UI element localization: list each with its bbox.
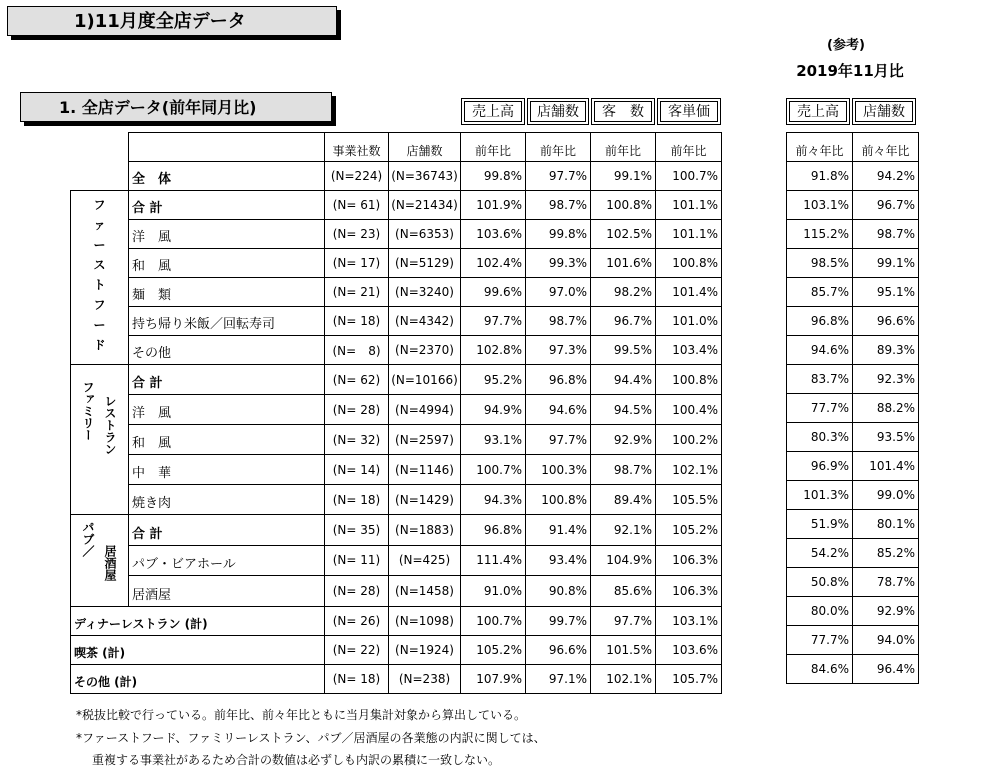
col-yoy: 前年比 (591, 133, 656, 162)
ref-stores-cell: 94.0% (853, 626, 919, 655)
group-family-text-2: レストラン (102, 395, 117, 455)
row-label: 合 計 (129, 515, 325, 546)
ref-sales-cell: 94.6% (787, 336, 853, 365)
sales-cell: 107.9% (461, 665, 526, 694)
unit-price-cell: 101.4% (656, 278, 722, 307)
group-fast-food: フ ァ ー ス ト フ ー ド (71, 191, 129, 365)
companies-cell: (N= 35) (325, 515, 389, 546)
stores-cell: (N=1924) (389, 636, 461, 665)
ref-sales-cell: 77.7% (787, 626, 853, 655)
stores-cell: (N=2370) (389, 336, 461, 365)
companies-cell: (N= 23) (325, 220, 389, 249)
ref-stores-cell: 96.7% (853, 191, 919, 220)
stores-cell: (N=1429) (389, 485, 461, 515)
sales-cell: 94.3% (461, 485, 526, 515)
companies-cell: (N= 28) (325, 576, 389, 607)
unit-price-cell: 100.7% (656, 162, 722, 191)
row-label: 合 計 (129, 365, 325, 395)
ref-sales-cell: 103.1% (787, 191, 853, 220)
stores-cell: (N=4342) (389, 307, 461, 336)
store-count-cell: 93.4% (526, 545, 591, 576)
unit-price-cell: 101.0% (656, 307, 722, 336)
ref-stores-cell: 95.1% (853, 278, 919, 307)
ref-stores-cell: 99.1% (853, 249, 919, 278)
ref-row (787, 452, 919, 481)
unit-price-cell: 105.2% (656, 515, 722, 546)
customers-cell: 104.9% (591, 545, 656, 576)
ref-row (787, 307, 919, 336)
ref-row (787, 423, 919, 452)
customers-cell: 101.6% (591, 249, 656, 278)
unit-price-cell: 106.3% (656, 576, 722, 607)
ref-row (787, 278, 919, 307)
ref-row (787, 394, 919, 423)
group-pub-text-2: 居酒屋 (102, 545, 117, 581)
sales-cell: 102.4% (461, 249, 526, 278)
customers-cell: 101.5% (591, 636, 656, 665)
unit-price-cell: 101.1% (656, 220, 722, 249)
row-label: 和 風 (129, 249, 325, 278)
sales-cell: 100.7% (461, 455, 526, 485)
stores-cell: (N=1146) (389, 455, 461, 485)
store-count-cell: 90.8% (526, 576, 591, 607)
stores-cell: (N=1458) (389, 576, 461, 607)
row-label: ディナーレストラン (計) (71, 607, 325, 636)
table-row (71, 249, 722, 278)
customers-cell: 85.6% (591, 576, 656, 607)
table-row (71, 307, 722, 336)
stores-cell: (N=2597) (389, 425, 461, 455)
ref-sales-cell: 54.2% (787, 539, 853, 568)
group-family-restaurant-label (72, 365, 128, 510)
customers-cell: 98.7% (591, 455, 656, 485)
table-row (71, 665, 722, 694)
table-row (71, 191, 722, 220)
table-row (71, 395, 722, 425)
unit-price-cell: 100.2% (656, 425, 722, 455)
group-family-restaurant (71, 365, 129, 515)
footnote-3: 重複する事業社があるため合計の数値は必ずしも内訳の累積に一致しない。 (92, 753, 501, 767)
companies-cell: (N= 8) (325, 336, 389, 365)
ref-row (787, 336, 919, 365)
sales-cell: 105.2% (461, 636, 526, 665)
ref-sales-cell: 80.0% (787, 597, 853, 626)
ref-row (787, 597, 919, 626)
table-row (71, 607, 722, 636)
store-count-cell: 96.6% (526, 636, 591, 665)
ref-sales-cell: 115.2% (787, 220, 853, 249)
ref-row (787, 162, 919, 191)
sales-cell: 100.7% (461, 607, 526, 636)
store-count-cell: 97.7% (526, 425, 591, 455)
col-yoy: 前年比 (526, 133, 591, 162)
ref-sales-cell: 96.8% (787, 307, 853, 336)
companies-cell: (N= 18) (325, 485, 389, 515)
companies-cell: (N= 32) (325, 425, 389, 455)
companies-cell: (N= 26) (325, 607, 389, 636)
ref-stores-cell: 92.3% (853, 365, 919, 394)
col-companies: 事業社数 (325, 133, 389, 162)
ref-sales-cell: 84.6% (787, 655, 853, 684)
reference-title: (参考) (827, 38, 865, 53)
table-row (71, 425, 722, 455)
group-pub (71, 515, 129, 607)
ref-row (787, 626, 919, 655)
sales-cell: 99.8% (461, 162, 526, 191)
table-row (71, 278, 722, 307)
stores-cell: (N=5129) (389, 249, 461, 278)
table-row (71, 336, 722, 365)
stores-cell: (N=238) (389, 665, 461, 694)
unit-price-cell: 105.7% (656, 665, 722, 694)
customers-cell: 89.4% (591, 485, 656, 515)
group-family-text-1: ファミリー (80, 381, 95, 441)
ref-row (787, 568, 919, 597)
customers-cell: 102.5% (591, 220, 656, 249)
store-count-cell: 99.3% (526, 249, 591, 278)
unit-price-cell: 103.1% (656, 607, 722, 636)
sales-cell: 103.6% (461, 220, 526, 249)
companies-cell: (N= 62) (325, 365, 389, 395)
companies-cell: (N=224) (325, 162, 389, 191)
ref-sales-cell: 85.7% (787, 278, 853, 307)
row-label: パブ・ビアホール (129, 545, 325, 576)
ref-sales-cell: 51.9% (787, 510, 853, 539)
customers-cell: 94.4% (591, 365, 656, 395)
store-count-cell: 100.3% (526, 455, 591, 485)
customers-cell: 92.9% (591, 425, 656, 455)
sales-cell: 101.9% (461, 191, 526, 220)
ref-stores-cell: 88.2% (853, 394, 919, 423)
customers-cell: 98.2% (591, 278, 656, 307)
table-row (71, 515, 722, 546)
companies-cell: (N= 22) (325, 636, 389, 665)
ref-sales-cell: 77.7% (787, 394, 853, 423)
ref-stores-cell: 80.1% (853, 510, 919, 539)
ref-stores-cell: 93.5% (853, 423, 919, 452)
col-yoy: 前年比 (461, 133, 526, 162)
unit-price-cell: 103.6% (656, 636, 722, 665)
unit-price-cell: 100.8% (656, 365, 722, 395)
store-count-cell: 97.7% (526, 162, 591, 191)
companies-cell: (N= 11) (325, 545, 389, 576)
row-label: 喫茶 (計) (71, 636, 325, 665)
ref-sales-cell: 98.5% (787, 249, 853, 278)
unit-price-cell: 100.8% (656, 249, 722, 278)
ref-sales-cell: 80.3% (787, 423, 853, 452)
companies-cell: (N= 18) (325, 307, 389, 336)
section-title: 1. 全店データ(前年同月比) (20, 92, 332, 122)
customers-cell: 99.5% (591, 336, 656, 365)
ref-sales-cell: 96.9% (787, 452, 853, 481)
row-label: 洋 風 (129, 395, 325, 425)
store-count-cell: 99.8% (526, 220, 591, 249)
ref-row (787, 220, 919, 249)
sales-cell: 96.8% (461, 515, 526, 546)
row-label: 居酒屋 (129, 576, 325, 607)
table-row (71, 365, 722, 395)
stores-cell: (N=1883) (389, 515, 461, 546)
store-count-cell: 100.8% (526, 485, 591, 515)
row-label: 合 計 (129, 191, 325, 220)
sales-cell: 99.6% (461, 278, 526, 307)
ref-row (787, 249, 919, 278)
unit-price-cell: 103.4% (656, 336, 722, 365)
sales-cell: 91.0% (461, 576, 526, 607)
customers-cell: 99.1% (591, 162, 656, 191)
store-count-cell: 97.3% (526, 336, 591, 365)
col-stores: 店舗数 (389, 133, 461, 162)
page-title: 1)11月度全店データ (7, 6, 337, 36)
ref-stores-cell: 89.3% (853, 336, 919, 365)
row-label: 中 華 (129, 455, 325, 485)
store-count-cell: 97.1% (526, 665, 591, 694)
col-yoy: 前年比 (656, 133, 722, 162)
unit-price-cell: 101.1% (656, 191, 722, 220)
table-row (71, 485, 722, 515)
header-stores: 店舗数 (527, 98, 589, 125)
ref-row (787, 365, 919, 394)
footnote-1: *税抜比較で行っている。前年比、前々年比ともに当月集計対象から算出している。 (76, 708, 527, 722)
customers-cell: 96.7% (591, 307, 656, 336)
footnote-2: *ファーストフード、ファミリーレストラン、パブ／居酒屋の各業態の内訳に関しては、 (76, 731, 546, 745)
stores-cell: (N=3240) (389, 278, 461, 307)
store-count-cell: 97.0% (526, 278, 591, 307)
row-label: 焼き肉 (129, 485, 325, 515)
reference-table (786, 132, 919, 684)
store-count-cell: 98.7% (526, 307, 591, 336)
ref-row (787, 481, 919, 510)
store-count-cell: 94.6% (526, 395, 591, 425)
store-count-cell: 91.4% (526, 515, 591, 546)
ref-stores-cell: 78.7% (853, 568, 919, 597)
header-sales: 売上高 (461, 98, 525, 125)
customers-cell: 92.1% (591, 515, 656, 546)
ref-col-stores: 前々年比 (853, 133, 919, 162)
companies-cell: (N= 17) (325, 249, 389, 278)
ref-stores-cell: 94.2% (853, 162, 919, 191)
row-label: その他 (129, 336, 325, 365)
sales-cell: 94.9% (461, 395, 526, 425)
ref-stores-cell: 99.0% (853, 481, 919, 510)
stores-cell: (N=1098) (389, 607, 461, 636)
store-count-cell: 99.7% (526, 607, 591, 636)
ref-sales-cell: 101.3% (787, 481, 853, 510)
unit-price-cell: 102.1% (656, 455, 722, 485)
companies-cell: (N= 28) (325, 395, 389, 425)
ref-header-stores: 店舗数 (852, 98, 916, 125)
row-label: 洋 風 (129, 220, 325, 249)
row-label: その他 (計) (71, 665, 325, 694)
stores-cell: (N=36743) (389, 162, 461, 191)
sales-cell: 95.2% (461, 365, 526, 395)
ref-stores-cell: 98.7% (853, 220, 919, 249)
table-row (71, 162, 722, 191)
row-label: 全 体 (129, 162, 325, 191)
row-label: 和 風 (129, 425, 325, 455)
companies-cell: (N= 21) (325, 278, 389, 307)
ref-header-sales: 売上高 (786, 98, 850, 125)
unit-price-cell: 106.3% (656, 545, 722, 576)
store-count-cell: 98.7% (526, 191, 591, 220)
sales-cell: 102.8% (461, 336, 526, 365)
customers-cell: 100.8% (591, 191, 656, 220)
subheader-row (71, 133, 722, 162)
header-unit-price: 客単価 (657, 98, 721, 125)
customers-cell: 97.7% (591, 607, 656, 636)
stores-cell: (N=425) (389, 545, 461, 576)
sales-cell: 93.1% (461, 425, 526, 455)
companies-cell: (N= 18) (325, 665, 389, 694)
stores-cell: (N=10166) (389, 365, 461, 395)
ref-row (787, 191, 919, 220)
table-row (71, 545, 722, 576)
sales-cell: 111.4% (461, 545, 526, 576)
row-label: 持ち帰り米飯／回転寿司 (129, 307, 325, 336)
group-pub-text-1: パブ／ (80, 521, 95, 557)
ref-stores-cell: 96.6% (853, 307, 919, 336)
ref-stores-cell: 96.4% (853, 655, 919, 684)
unit-price-cell: 100.4% (656, 395, 722, 425)
reference-period: 2019年11月比 (796, 62, 904, 80)
ref-row (787, 539, 919, 568)
ref-row (787, 510, 919, 539)
row-label: 麺 類 (129, 278, 325, 307)
ref-sales-cell: 83.7% (787, 365, 853, 394)
table-row (71, 636, 722, 665)
table-row (71, 220, 722, 249)
stores-cell: (N=6353) (389, 220, 461, 249)
table-row (71, 455, 722, 485)
ref-stores-cell: 101.4% (853, 452, 919, 481)
header-customers: 客 数 (591, 98, 655, 125)
stores-cell: (N=4994) (389, 395, 461, 425)
customers-cell: 102.1% (591, 665, 656, 694)
ref-subheader-row (787, 133, 919, 162)
data-table (70, 132, 722, 694)
store-count-cell: 96.8% (526, 365, 591, 395)
sales-cell: 97.7% (461, 307, 526, 336)
customers-cell: 94.5% (591, 395, 656, 425)
unit-price-cell: 105.5% (656, 485, 722, 515)
companies-cell: (N= 61) (325, 191, 389, 220)
group-pub-label (72, 515, 128, 602)
stores-cell: (N=21434) (389, 191, 461, 220)
ref-row (787, 655, 919, 684)
table-row (71, 576, 722, 607)
ref-col-sales: 前々年比 (787, 133, 853, 162)
ref-sales-cell: 91.8% (787, 162, 853, 191)
ref-stores-cell: 85.2% (853, 539, 919, 568)
ref-stores-cell: 92.9% (853, 597, 919, 626)
companies-cell: (N= 14) (325, 455, 389, 485)
ref-sales-cell: 50.8% (787, 568, 853, 597)
